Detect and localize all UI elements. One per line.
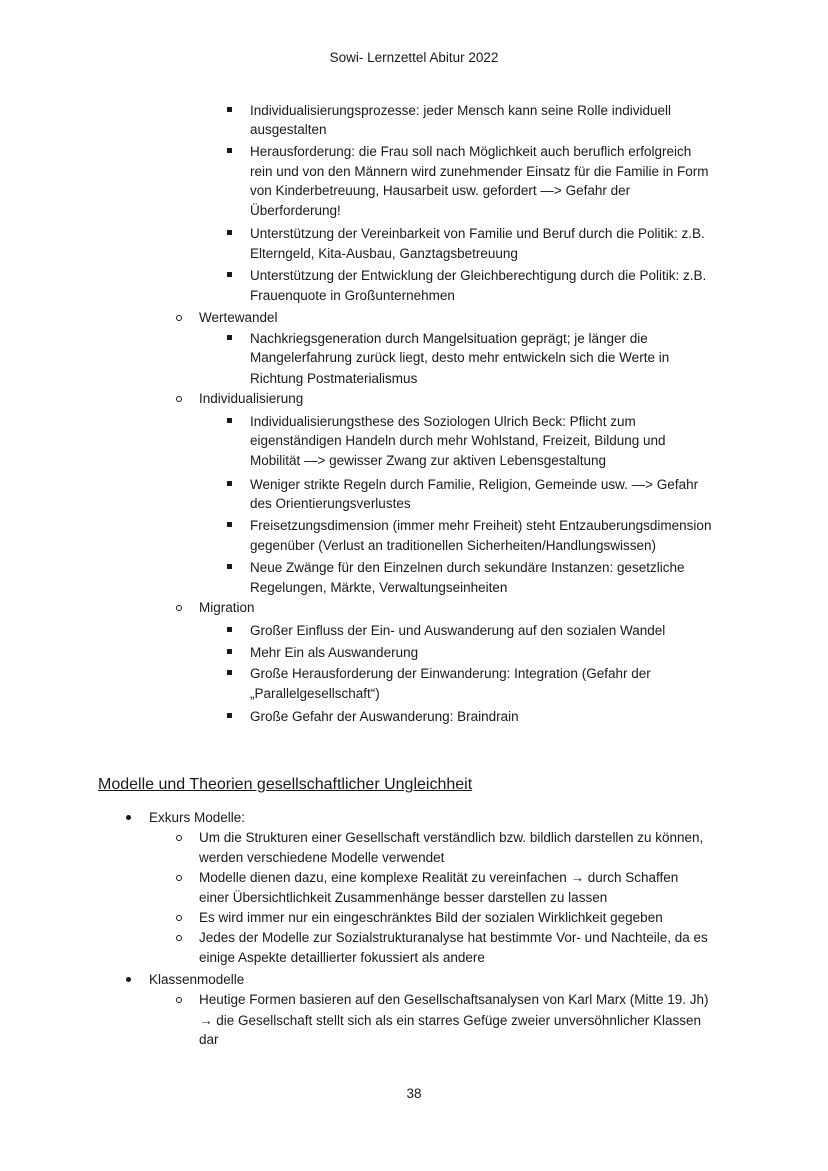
list-item-line: Regelungen, Märkte, Verwaltungseinheiten [250, 580, 508, 595]
list-item-line: Herausforderung: die Frau soll nach Möglichkeit auch beruflich erfolgreich [250, 144, 692, 159]
round-bullet-icon [126, 977, 131, 982]
list-item-line: Individualisierungsprozesse: jeder Mensch kann seine Rolle individuell [250, 103, 671, 118]
list-item-line: Individualisierungsthese des Soziologen Ulrich Beck: Pflicht zum [250, 414, 636, 429]
list-item-line: Frauenquote in Großunternehmen [250, 288, 455, 303]
subsection-title: Individualisierung [199, 391, 304, 406]
list-item-line: Weniger strikte Regeln durch Familie, Religion, Gemeinde usw. —> Gefahr [250, 477, 699, 492]
page-header: Sowi- Lernzettel Abitur 2022 [329, 50, 499, 65]
list-item-line: Richtung Postmaterialismus [250, 371, 418, 386]
square-bullet-icon [227, 564, 232, 569]
list-item-line: einer Übersichtlichkeit Zusammenhänge besser darstellen zu lassen [199, 890, 608, 905]
list-item-line: Modelle dienen dazu, eine komplexe Realität zu vereinfachen → durch Schaffen [199, 870, 679, 885]
list-item-line: einige Aspekte detaillierter fokussiert als andere [199, 950, 485, 965]
square-bullet-icon [227, 230, 232, 235]
section-heading: Modelle und Theorien gesellschaftlicher Ungleichheit [98, 776, 473, 793]
square-bullet-icon [227, 148, 232, 153]
list-item-line: Mangelerfahrung zurück liegt, desto mehr entwickeln sich die Werte in [250, 350, 670, 365]
list-item-line: Es wird immer nur ein eingeschränktes Bild der sozialen Wirklichkeit gegeben [199, 910, 663, 925]
square-bullet-icon [227, 670, 232, 675]
list-item-line: gegenüber (Verlust an traditionellen Sicherheiten/Handlungswissen) [250, 538, 657, 553]
circle-bullet-icon [176, 396, 182, 402]
circle-bullet-icon [176, 605, 182, 611]
circle-bullet-icon [176, 315, 182, 321]
list-item-line: Große Herausforderung der Einwanderung: Integration (Gefahr der [250, 666, 651, 681]
list-item-line: dar [199, 1032, 219, 1047]
list-item-line: Mobilität —> gewisser Zwang zur aktiven Lebensgestaltung [250, 453, 607, 468]
list-item-line: → die Gesellschaft stellt sich als ein starres Gefüge zweier unversöhnlicher Klassen [199, 1013, 701, 1028]
list-item-line: Nachkriegsgeneration durch Mangelsituation geprägt; je länger die [250, 331, 648, 346]
list-item-line: ausgestalten [250, 122, 327, 137]
list-item-line: Neue Zwänge für den Einzelnen durch sekundäre Instanzen: gesetzliche [250, 560, 685, 575]
list-heading: Klassenmodelle [149, 972, 245, 987]
square-bullet-icon [227, 418, 232, 423]
subsection-title: Migration [199, 600, 255, 615]
list-item-line: Um die Strukturen einer Gesellschaft verständlich bzw. bildlich darstellen zu können, [199, 830, 704, 845]
list-item-line: von Kinderbetreuung, Hausarbeit usw. gefordert —> Gefahr der [250, 183, 631, 198]
square-bullet-icon [227, 713, 232, 718]
list-item-line: werden verschiedene Modelle verwendet [199, 850, 445, 865]
square-bullet-icon [227, 522, 232, 527]
round-bullet-icon [126, 815, 131, 820]
list-item-line: Freisetzungsdimension (immer mehr Freiheit) steht Entzauberungsdimension [250, 518, 712, 533]
list-item-line: rein und von den Männern wird zunehmender Einsatz für die Familie in Form [250, 164, 709, 179]
circle-bullet-icon [176, 935, 182, 941]
list-item-line: Große Gefahr der Auswanderung: Braindrain [250, 709, 519, 724]
square-bullet-icon [227, 272, 232, 277]
list-item-line: Jedes der Modelle zur Sozialstrukturanalyse hat bestimmte Vor- und Nachteile, da es [199, 930, 708, 945]
list-item-line: Unterstützung der Vereinbarkeit von Familie und Beruf durch die Politik: z.B. [250, 226, 705, 241]
list-item-line: eigenständigen Handeln durch mehr Wohlstand, Freizeit, Bildung und [250, 433, 666, 448]
list-item-line: Elterngeld, Kita-Ausbau, Ganztagsbetreuung [250, 246, 518, 261]
circle-bullet-icon [176, 915, 182, 921]
square-bullet-icon [227, 481, 232, 486]
square-bullet-icon [227, 335, 232, 340]
list-item-line: Großer Einfluss der Ein- und Auswanderung auf den sozialen Wandel [250, 623, 666, 638]
circle-bullet-icon [176, 997, 182, 1003]
circle-bullet-icon [176, 875, 182, 881]
square-bullet-icon [227, 107, 232, 112]
list-heading: Exkurs Modelle: [149, 810, 246, 825]
list-item-line: des Orientierungsverlustes [250, 496, 411, 511]
page-number: 38 [406, 1086, 422, 1101]
circle-bullet-icon [176, 835, 182, 841]
subsection-title: Wertewandel [199, 310, 278, 325]
list-item-line: „Parallelgesellschaft“) [250, 686, 380, 701]
square-bullet-icon [227, 627, 232, 632]
square-bullet-icon [227, 649, 232, 654]
list-item-line: Heutige Formen basieren auf den Gesellschaftsanalysen von Karl Marx (Mitte 19. Jh) [199, 992, 709, 1007]
list-item-line: Mehr Ein als Auswanderung [250, 645, 419, 660]
list-item-line: Überforderung! [250, 203, 341, 218]
list-item-line: Unterstützung der Entwicklung der Gleichberechtigung durch die Politik: z.B. [250, 268, 707, 283]
